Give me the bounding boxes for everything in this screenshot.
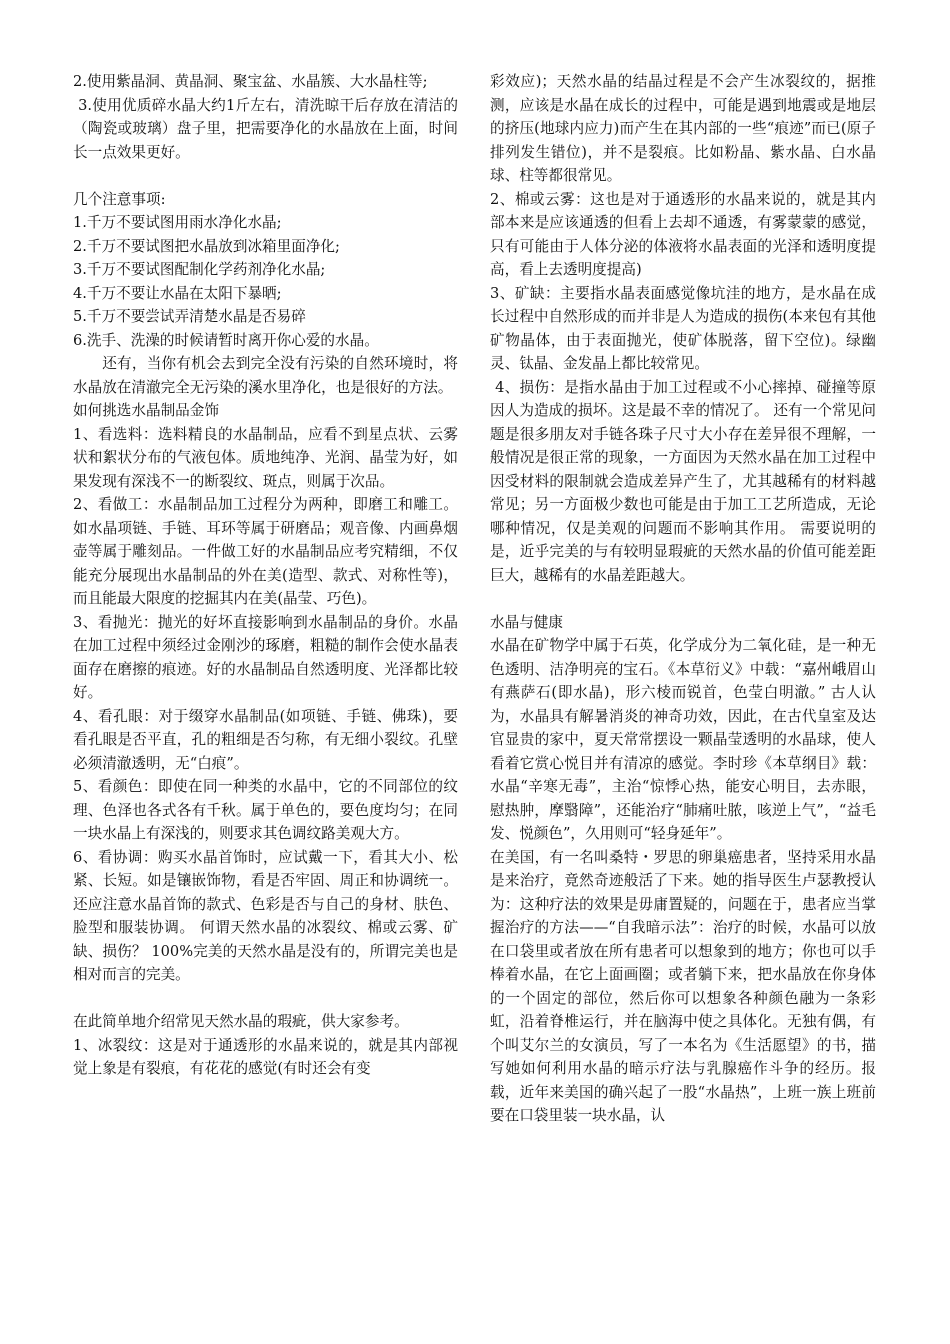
right-column [490,70,876,1128]
blank-line [73,164,458,188]
paragraph: 2.使用紫晶洞、黄晶洞、聚宝盆、水晶簇、大水晶柱等; [73,73,428,90]
blank-line [73,987,458,1011]
section-heading: 几个注意事项: [73,190,166,208]
list-item: 4.千万不要让水晶在太阳下暴晒; [73,284,282,302]
paragraph: 还有，当你有机会去到完全没有污染的自然环境时，将水晶放在清澈完全无污染的溪水里净化，也是很好的方法。 [73,355,458,396]
paragraph: 彩效应)；天然水晶的结晶过程是不会产生冰裂纹的，据推测，应该是水晶在成长的过程中，可能是遇到地震或是地层的挤压(地球内应力)而产生在其内部的一些“痕迹”而已(原子排列发生错位)，并不是裂痕。比如粉晶、紫水晶、白水晶球、柱等都很常见。 [490,73,876,184]
paragraph: 3.使用优质碎水晶大约1斤左右，清洗晾干后存放在清洁的（陶瓷或玻璃）盘子里，把需要净化的水晶放在上面，时间长一点效果更好。 [73,96,458,161]
paragraph: 6、看协调：购买水晶首饰时，应试戴一下，看其大小、松紧、长短。如是镶嵌饰物，看是否牢固、周正和协调统一。还应注意水晶首饰的款式、色彩是否与自己的身材、肤色、脸型和服装协调。 何谓天然水晶的冰裂纹、棉或云雾、矿缺、损伤？ 100%完美的天然水晶是没有的，所谓完美也是相对而言的完美。 [73,848,458,983]
blank-line [490,587,876,611]
section-heading: 如何挑选水晶制品金饰 [73,402,219,419]
paragraph: 4、损伤：是指水晶由于加工过程或不小心摔掉、碰撞等原因人为造成的损坏。这是最不幸的情况了。 还有一个常见问题是很多朋友对手链各珠子尺寸大小存在差异很不理解，一般情况是很正常的现象，一方面因为天然水晶在加工过程中因受材料的限制就会造成差异产生了，尤其越稀有的材料越常见；另一方面极少数也可能是由于加工工艺所造成，无论哪种情况，仅是美观的问题而不影响其作用。 需要说明的是，近乎完美的与有较明显瑕疵的天然水晶的价值可能差距巨大，越稀有的水晶差距越大。 [490,378,876,584]
paragraph: 4、看孔眼：对于缀穿水晶制品(如项链、手链、佛珠)，要看孔眼是否平直，孔的粗细是否匀称，有无细小裂纹。孔壁必须清澈透明，无“白痕”。 [73,707,458,772]
paragraph: 1、看选料：选料精良的水晶制品，应看不到星点状、云雾状和絮状分布的气液包体。质地纯净、光润、晶莹为好，如果发现有深浅不一的断裂纹、斑点，则属于次品。 [73,425,458,490]
paragraph: 3、矿缺：主要指水晶表面感觉像坑洼的地方，是水晶在成长过程中自然形成的而并非是人为造成的损伤(本来包有其他矿物晶体，由于表面抛光，使矿体脱落，留下空位)。绿幽灵、钛晶、金发晶上都比较常见。 [490,284,876,372]
list-item: 2.千万不要试图把水晶放到冰箱里面净化; [73,237,340,255]
paragraph: 在美国，有一名叫桑特・罗思的卵巢癌患者，坚持采用水晶是来治疗，竟然奇迹般活了下来。她的指导医生卢瑟教授认为：这种疗法的效果是毋庸置疑的，问题在于，患者应当掌握治疗的方法——“自我暗示法”：治疗的时候，水晶可以放在口袋里或者放在所有患者可以想象到的地方；你也可以手棒着水晶，在它上面画圈；或者躺下来，把水晶放在你身体的一个固定的部位，然后你可以想象各种颜色融为一条彩虹，沿着脊椎运行，并在脑海中使之具体化。无独有偶，有个叫艾尔兰的女演员，写了一本名为《生活愿望》的书，描写她如何利用水晶的暗示疗法与乳腺癌作斗争的经历。报载，近年来美国的确兴起了一股“水晶热”，上班一族上班前要在口袋里装一块水晶，认 [490,848,876,1124]
paragraph: 3、看抛光：抛光的好坏直接影响到水晶制品的身价。水晶在加工过程中须经过金刚沙的琢磨，粗糙的制作会使水晶表面存在磨擦的痕迹。好的水晶制品自然透明度、光泽都比较好。 [73,613,458,701]
section-heading: 水晶与健康 [490,613,563,631]
list-item: 1.千万不要试图用雨水净化水晶; [73,214,282,231]
list-item: 5.千万不要尝试弄清楚水晶是否易碎 [73,308,306,325]
paragraph: 1、冰裂纹：这是对于通透形的水晶来说的，就是其内部视觉上象是有裂痕，有花花的感觉(有时还会有变 [73,1036,458,1077]
paragraph: 在此简单地介绍常见天然水晶的瑕疵，供大家参考。 [73,1013,409,1030]
left-column [73,70,458,1081]
paragraph: 2、看做工：水晶制品加工过程分为两种，即磨工和雕工。如水晶项链、手链、耳环等属于研磨品；观音像、内画鼻烟壶等属于雕刻品。一件做工好的水晶制品应考究精细，不仅能充分展现出水晶制品的外在美(造型、款式、对称性等)，而且能最大限度的挖掘其内在美(晶莹、巧色)。 [73,496,458,607]
list-item: 6.洗手、洗澡的时候请暂时离开你心爱的水晶。 [73,331,379,349]
paragraph: 水晶在矿物学中属于石英，化学成分为二氧化硅，是一种无色透明、洁净明亮的宝石。《本草衍义》中载：“嘉州峨眉山有燕萨石(即水晶)，形六棱而锐首，色莹白明澈。” 古人认为，水晶具有解暑消炎的神奇功效，因此，在古代皇室及达官显贵的家中，夏天常常摆设一颗晶莹透明的水晶球，使人看着它赏心悦目并有清凉的感觉。李时珍《本草纲目》载：水晶“辛寒无毒”，主治“惊悸心热，能安心明目，去赤眼，慰热肿，摩翳障”，还能治疗“肺痛吐脓，咳逆上气”，“益毛发、悦颜色”，久用则可“轻身延年”。 [490,637,876,842]
list-item: 3.千万不要试图配制化学药剂净化水晶; [73,261,326,278]
paragraph: 2、棉或云雾：这也是对于通透形的水晶来说的，就是其内部本来是应该通透的但看上去却不通透，有雾蒙蒙的感觉，只有可能由于人体分泌的体液将水晶表面的光泽和透明度提高，看上去透明度提高) [490,190,876,278]
paragraph: 5、看颜色：即使在同一种类的水晶中，它的不同部位的纹理、色泽也各式各有千秋。属于单色的，要色度均匀；在同一块水晶上有深浅的，则要求其色调纹路美观大方。 [73,778,458,842]
